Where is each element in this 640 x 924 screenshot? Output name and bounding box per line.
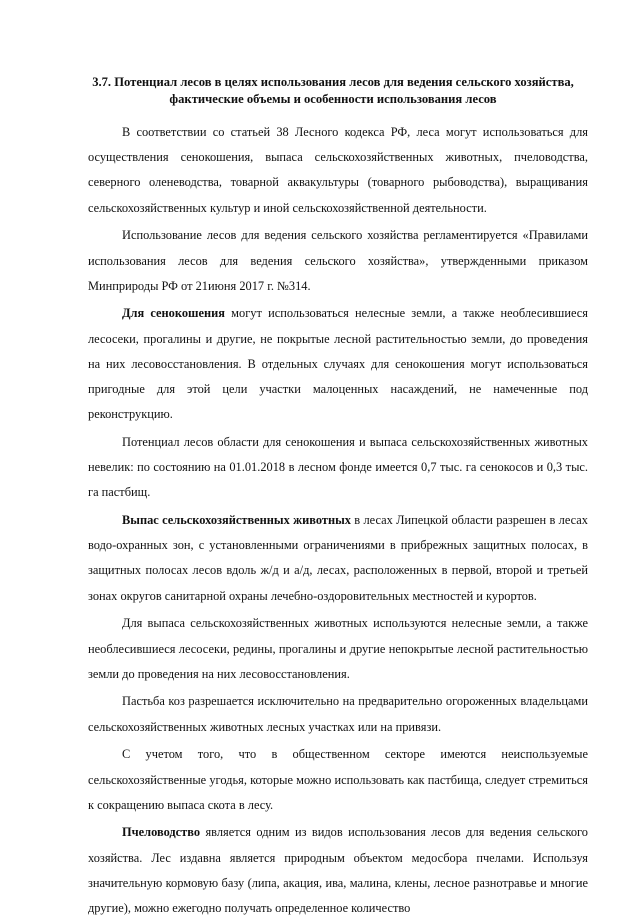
section-heading: [80, 74, 586, 108]
paragraph-3-lead: Для сенокошения: [122, 306, 225, 321]
paragraph-5-text: в лесах Липецкой области разрешен в лесах водо-охранных зон, с установленными ограничениями в прибрежных защитных полосах, в защитных полосах лесов вдоль ж/д и а/д, лесах, расположенных в первой, второй и третьей зонах округов санитарной охраны лечебно-оздоровительных местностей и курортов.: [88, 513, 588, 603]
paragraph-8-text: С учетом того, что в общественном секторе имеются неиспользуемые сельскохозяйственные угодья, которые можно использовать как пастбища, следует стремиться к сокращению выпаса скота в лесу.: [88, 747, 588, 812]
section-heading-line-2: фактические объемы и особенности использования лесов: [169, 92, 497, 106]
paragraph-grazing: [88, 508, 588, 609]
paragraph-beekeeping: [88, 820, 588, 921]
paragraph-1-text: В соответствии со статьей 38 Лесного кодекса РФ, леса могут использоваться для осуществления сенокошения, выпаса сельскохозяйственных животных, пчеловодства, северного оленеводства, товарной аквакультуры (товарного рыбоводства), выращивания сельскохозяйственных культур и иной сельскохозяйственной деятельности.: [88, 125, 588, 215]
paragraph-2: [88, 223, 588, 299]
paragraph-6: [88, 611, 588, 687]
paragraph-9-text: является одним из видов использования лесов для ведения сельского хозяйства. Лес издавна является природным объектом медосбора пчелами. Используя значительную кормовую базу (липа, акация, ива, малина, клены, лесное разнотравье и многие другие), можно ежегодно получать определенное количество: [88, 825, 588, 916]
paragraph-8: [88, 742, 588, 818]
paragraph-4: [88, 430, 588, 506]
paragraph-hay-mowing: [88, 301, 588, 427]
paragraph-7-text: Пастьба коз разрешается исключительно на предварительно огороженных владельцами сельскохозяйственных животных лесных участках или на привязи.: [88, 694, 588, 734]
paragraph-2-text: Использование лесов для ведения сельского хозяйства регламентируется «Правилами использования лесов для ведения сельского хозяйства», утвержденными приказом Минприроды РФ от 21июня 2017 г. №314.: [88, 228, 588, 293]
paragraph-6-text: Для выпаса сельскохозяйственных животных используются нелесные земли, а также необлесившиеся лесосеки, редины, прогалины и другие непокрытые лесной растительностью земли до проведения на них лесовосстановления.: [88, 616, 588, 681]
paragraph-4-text: Потенциал лесов области для сенокошения и выпаса сельскохозяйственных животных невелик: по состоянию на 01.01.2018 в лесном фонде имеется 0,7 тыс. га сенокосов и 0,3 тыс. га пастбищ.: [88, 434, 588, 500]
paragraph-5-lead: Выпас сельскохозяйственных животных: [122, 513, 351, 528]
paragraph-3-text: могут использоваться нелесные земли, а также необлесившиеся лесосеки, прогалины и другие, не покрытые лесной растительностью земли, до проведения на них лесовосстановления. В отдельных случаях для сенокошения могут использоваться пригодные для этой цели участки малоценных насаждений, не намеченные под реконструкцию.: [88, 306, 588, 422]
paragraph-1: [88, 120, 588, 221]
paragraph-7: [88, 689, 588, 739]
paragraph-9-lead: Пчеловодство: [122, 825, 201, 840]
body-text: [88, 120, 588, 924]
section-heading-line-1: 3.7. Потенциал лесов в целях использования лесов для ведения сельского хозяйства,: [92, 75, 574, 89]
